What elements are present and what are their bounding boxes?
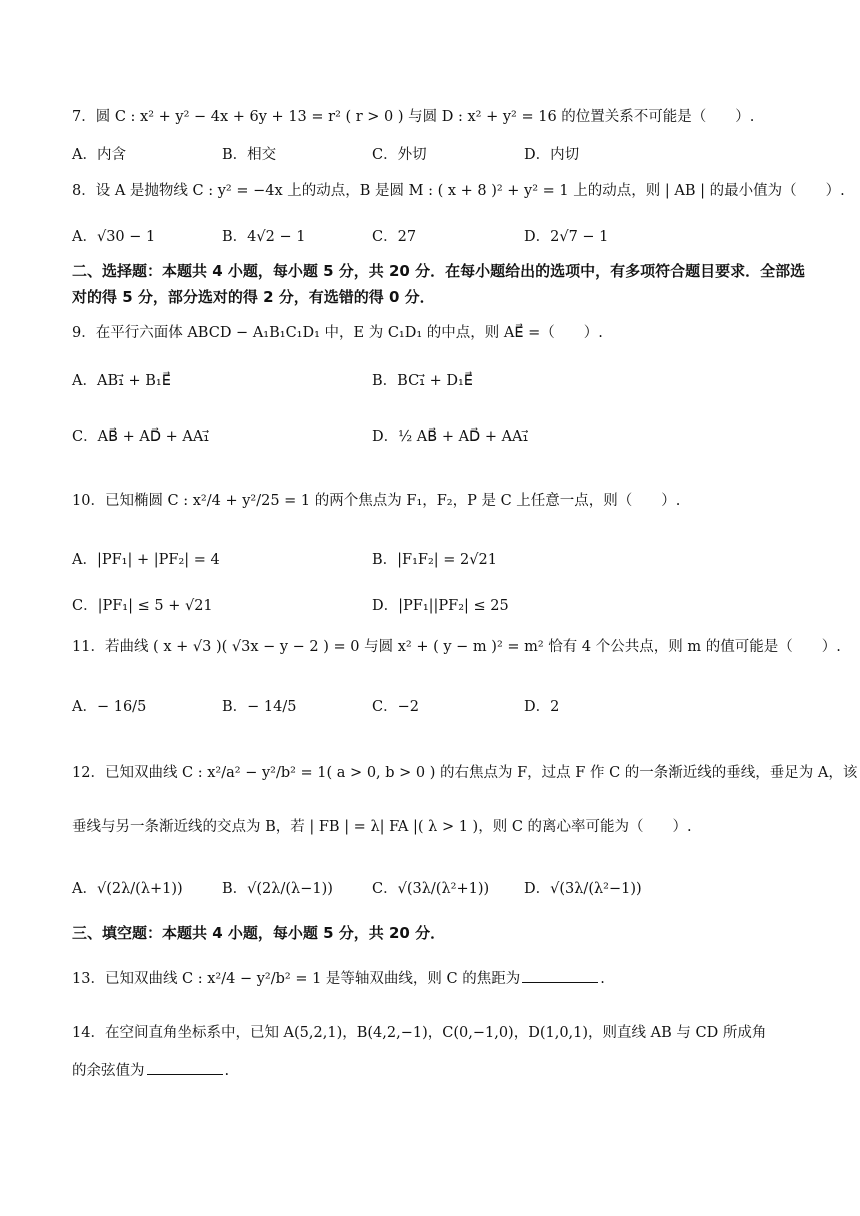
question-9-options-row2 — [72, 418, 832, 452]
option-a: A．AB₁⃗ + B₁E⃗ — [72, 372, 171, 389]
question-14-stem-line1: 14．在空间直角坐标系中，已知 A(5,2,1)，B(4,2,−1)，C(0,−1,0)，D(1,0,1)，则直线 AB 与 CD 所成角 — [72, 1025, 767, 1041]
question-13-stem — [72, 968, 820, 990]
question-14-stem-line2 — [72, 1060, 820, 1082]
option-c: C．AB⃗ + AD⃗ + AA₁⃗ — [72, 428, 210, 445]
question-12-options — [72, 870, 832, 904]
option-c: C．−2 — [372, 698, 419, 715]
question-7-stem: 7．圆 C : x² + y² − 4x + 6y + 13 = r² ( r > 0 ) 与圆 D : x² + y² = 16 的位置关系不可能是（ ）. — [72, 109, 755, 125]
option-b: B．|F₁F₂| = 2√21 — [372, 551, 497, 568]
question-10-stem: 10．已知椭圆 C : x²/4 + y²/25 = 1 的两个焦点为 F₁，F₂，P 是 C 上任意一点，则（ ）. — [72, 493, 681, 509]
question-14-end: . — [224, 1063, 230, 1079]
option-c: C．27 — [372, 228, 417, 245]
answer-blank[interactable] — [147, 1060, 223, 1075]
question-10-options-row1 — [72, 541, 832, 575]
option-b: B．4√2 − 1 — [222, 228, 306, 245]
option-d: D．内切 — [524, 146, 580, 163]
section-3-heading: 三、填空题：本题共 4 小题，每小题 5 分，共 20 分． — [72, 924, 446, 942]
question-9-options-row1 — [72, 362, 832, 396]
question-9-stem: 9．在平行六面体 ABCD − A₁B₁C₁D₁ 中，E 为 C₁D₁ 的中点，则 AE⃗ =（ ）. — [72, 325, 603, 341]
question-10-options-row2 — [72, 587, 832, 621]
question-12-stem-line2: 垂线与另一条渐近线的交点为 B，若 | FB | = λ| FA |( λ > 1 )，则 C 的离心率可能为（ ）. — [72, 819, 692, 835]
option-a: A．内含 — [72, 146, 126, 163]
option-a: A．− 16/5 — [72, 698, 147, 715]
question-13-text: 13．已知双曲线 C : x²/4 − y²/b² = 1 是等轴双曲线，则 C 的焦距为 — [72, 971, 521, 987]
answer-blank[interactable] — [522, 968, 598, 983]
option-b: B．BC₁⃗ + D₁E⃗ — [372, 372, 473, 389]
option-c: C．外切 — [372, 146, 427, 163]
question-11-stem: 11．若曲线 ( x + √3 )( √3x − y − 2 ) = 0 与圆 x² + ( y − m )² = m² 恰有 4 个公共点，则 m 的值可能是（ ）. — [72, 639, 841, 655]
option-a: A．√30 − 1 — [72, 228, 156, 245]
question-13-end: . — [600, 971, 605, 987]
option-d: D．2√7 − 1 — [524, 228, 609, 245]
option-d: D．2 — [524, 698, 560, 715]
option-a: A．|PF₁| + |PF₂| = 4 — [72, 551, 220, 568]
option-b: B．√(2λ/(λ−1)) — [222, 880, 333, 897]
option-d: D．√(3λ/(λ²−1)) — [524, 880, 642, 897]
option-b: B．− 14/5 — [222, 698, 297, 715]
question-8-stem: 8．设 A 是抛物线 C : y² = −4x 上的动点，B 是圆 M : ( x + 8 )² + y² = 1 上的动点，则 | AB | 的最小值为（ ）. — [72, 183, 845, 199]
question-7-options — [72, 136, 832, 170]
question-8-options — [72, 218, 832, 252]
question-11-options — [72, 688, 832, 722]
option-b: B．相交 — [222, 146, 277, 163]
question-14-text: 的余弦值为 — [72, 1063, 145, 1079]
option-d: D．½ AB⃗ + AD⃗ + AA₁⃗ — [372, 428, 529, 445]
question-12-stem-line1: 12．已知双曲线 C : x²/a² − y²/b² = 1( a > 0, b > 0 ) 的右焦点为 F，过点 F 作 C 的一条渐近线的垂线，垂足为 A，该 — [72, 765, 858, 781]
option-c: C．|PF₁| ≤ 5 + √21 — [72, 597, 213, 614]
option-d: D．|PF₁||PF₂| ≤ 25 — [372, 597, 509, 614]
option-c: C．√(3λ/(λ²+1)) — [372, 880, 490, 897]
option-a: A．√(2λ/(λ+1)) — [72, 880, 183, 897]
section-2-heading: 二、选择题：本题共 4 小题，每小题 5 分，共 20 分．在每小题给出的选项中，有多项符合题目要求．全部选对的得 5 分，部分选对的得 2 分，有选错的得 0 分． — [72, 262, 806, 306]
